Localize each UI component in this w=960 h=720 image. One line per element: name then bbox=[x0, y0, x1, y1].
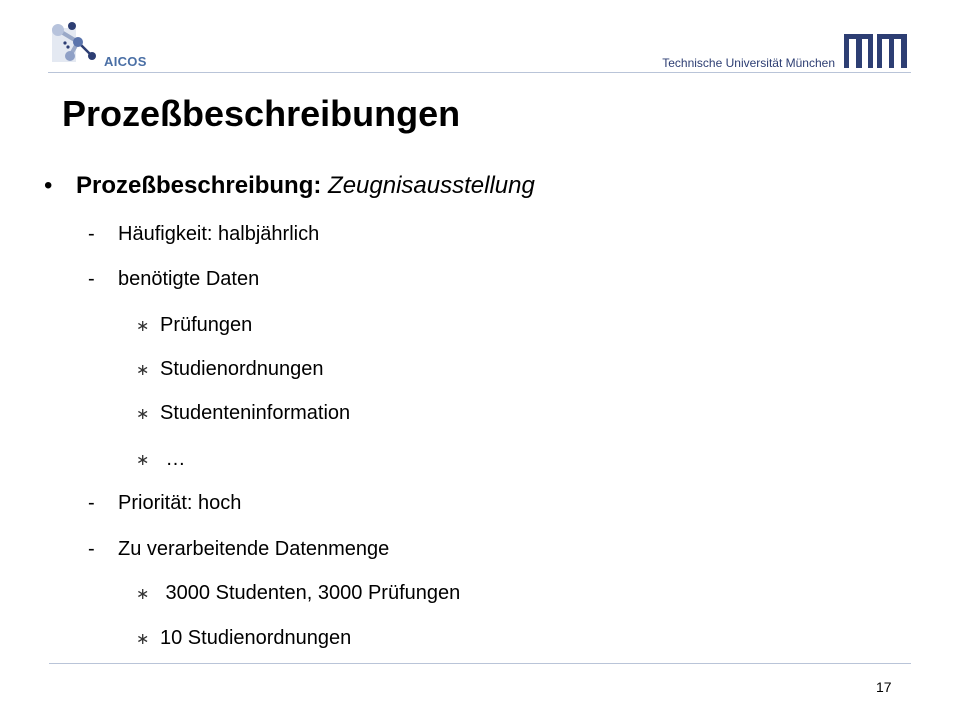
footer-divider bbox=[49, 663, 911, 664]
bullet-label: Prozeßbeschreibung: bbox=[76, 172, 322, 199]
sub-item-text: Prüfungen bbox=[160, 314, 253, 336]
list-item-required-data bbox=[88, 268, 259, 291]
sub-item-text: Studienordnungen bbox=[160, 358, 324, 380]
sub-item-text: 10 Studienordnungen bbox=[160, 627, 352, 649]
tum-logo-icon bbox=[843, 33, 908, 69]
aicos-logo-icon bbox=[48, 16, 108, 66]
tum-logo bbox=[843, 33, 908, 74]
asterisk-marker: ∗ bbox=[136, 631, 150, 648]
sub-item-text: … bbox=[160, 448, 186, 470]
list-item-priority bbox=[88, 492, 241, 515]
asterisk-marker: ∗ bbox=[136, 452, 150, 469]
asterisk-marker: ∗ bbox=[136, 406, 150, 423]
sub-item-ellipsis bbox=[136, 448, 186, 471]
sub-item-regulation-count bbox=[136, 627, 351, 650]
asterisk-marker: ∗ bbox=[136, 586, 150, 603]
bullet-value: Zeugnisausstellung bbox=[328, 172, 535, 199]
list-item-text: Häufigkeit: halbjährlich bbox=[118, 223, 320, 245]
dash-marker: - bbox=[88, 492, 95, 514]
list-item-text: Priorität: hoch bbox=[118, 492, 242, 514]
sub-item-students-exams bbox=[136, 582, 460, 605]
sub-item-study-regulations bbox=[136, 358, 323, 381]
sub-item-text: Studenteninformation bbox=[160, 402, 351, 424]
page-number: 17 bbox=[876, 679, 892, 695]
dash-marker: - bbox=[88, 268, 95, 290]
sub-item-text: 3000 Studenten, 3000 Prüfungen bbox=[160, 582, 461, 604]
university-name: Technische Universität München bbox=[662, 56, 835, 70]
header-divider bbox=[48, 72, 911, 73]
page-title: Prozeßbeschreibungen bbox=[62, 93, 461, 134]
list-item-text: benötigte Daten bbox=[118, 268, 260, 290]
dash-marker: - bbox=[88, 223, 95, 245]
bullet-dot-icon: • bbox=[44, 172, 53, 199]
list-item-frequency bbox=[88, 223, 319, 246]
asterisk-marker: ∗ bbox=[136, 362, 150, 379]
logo-text: AICOS bbox=[104, 54, 147, 69]
main-bullet bbox=[44, 172, 535, 200]
asterisk-marker: ∗ bbox=[136, 318, 150, 335]
dash-marker: - bbox=[88, 538, 95, 560]
sub-item-exams bbox=[136, 314, 252, 337]
sub-item-student-info bbox=[136, 402, 350, 425]
list-item-text: Zu verarbeitende Datenmenge bbox=[118, 538, 390, 560]
list-item-data-volume bbox=[88, 538, 389, 561]
